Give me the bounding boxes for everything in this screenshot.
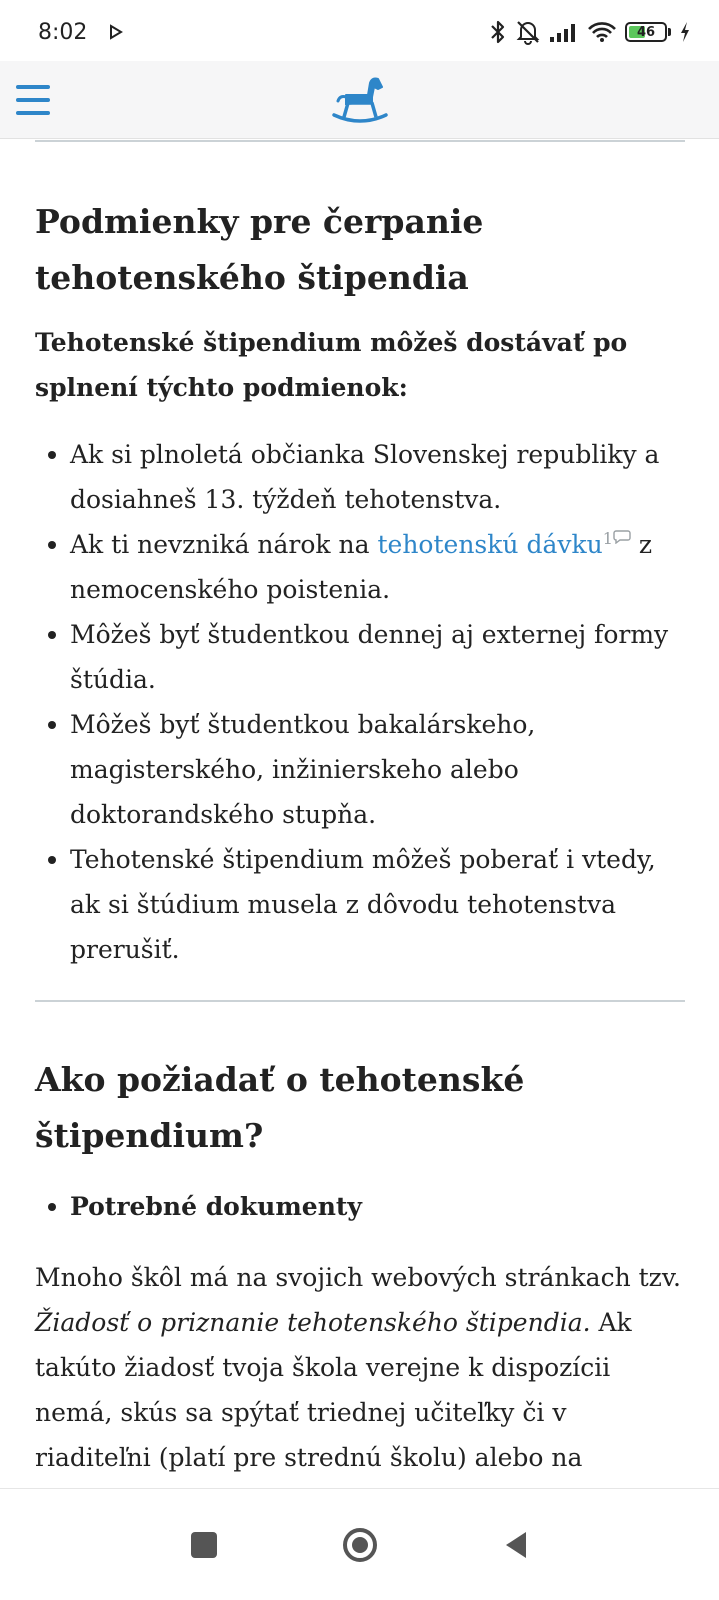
conditions-list (35, 432, 685, 972)
list-item: Môžeš byť študentkou dennej aj externej formy štúdia. (70, 612, 685, 702)
list-item (70, 522, 685, 612)
comment-icon (613, 530, 631, 544)
status-bar (0, 0, 719, 64)
list-item: Tehotenské štipendium môžeš poberať i vtedy, ak si štúdium musela z dôvodu tehotenstva prerušiť. (70, 837, 685, 972)
footnote-marker[interactable]: 1 (603, 529, 631, 548)
hamburger-icon[interactable] (16, 83, 50, 117)
article (35, 142, 685, 1480)
battery-icon (625, 22, 671, 42)
divider (35, 1000, 685, 1002)
documents-list (35, 1184, 685, 1229)
list-item-text: z nemocenského poistenia. (70, 530, 653, 604)
body-paragraph: Mnoho škôl má na svojich webových stránkach tzv. Žiadosť o priznanie tehotenského štipendia. Ak takúto žiadosť tvoja škola verejne k dispozícii nemá, skús sa spýtať triednej učiteľky či v riaditeľni (platí pre strednú školu) alebo na (35, 1263, 681, 1472)
rocking-horse-icon[interactable] (332, 73, 388, 125)
recents-square-icon[interactable] (182, 1523, 226, 1567)
lead-text: Tehotenské štipendium môžeš dostávať po splnení týchto podmienok: (35, 328, 628, 402)
bluetooth-icon (489, 19, 507, 45)
pregnancy-benefit-link[interactable]: tehotenskú dávku (377, 530, 603, 559)
play-icon (109, 24, 123, 40)
form-name: Žiadosť o priznanie tehotenského štipendia. (35, 1308, 591, 1337)
charging-icon (679, 21, 691, 43)
battery-level: 46 (636, 24, 656, 40)
status-time: 8:02 (38, 19, 88, 45)
wifi-icon (587, 21, 617, 43)
list-item: Ak si plnoletá občianka Slovenskej republiky a dosiahneš 13. týždeň tehotenstva. (70, 432, 685, 522)
system-nav-bar (0, 1488, 719, 1600)
section-title-how-to-apply: Ako požiadať o tehotenské štipendium? (35, 1060, 525, 1155)
mute-icon (515, 19, 541, 45)
back-triangle-icon[interactable] (494, 1523, 538, 1567)
list-item: Môžeš byť študentkou bakalárskeho, magisterského, inžinierskeho alebo doktorandského stupňa. (70, 702, 685, 837)
section-title-conditions: Podmienky pre čerpanie tehotenského štipendia (35, 202, 484, 297)
list-item-text: Ak ti nevzniká nárok na (70, 530, 378, 559)
app-header (0, 61, 719, 139)
signal-icon (549, 21, 579, 43)
home-circle-icon[interactable] (338, 1523, 382, 1567)
list-item-required-documents: Potrebné dokumenty (70, 1184, 685, 1229)
